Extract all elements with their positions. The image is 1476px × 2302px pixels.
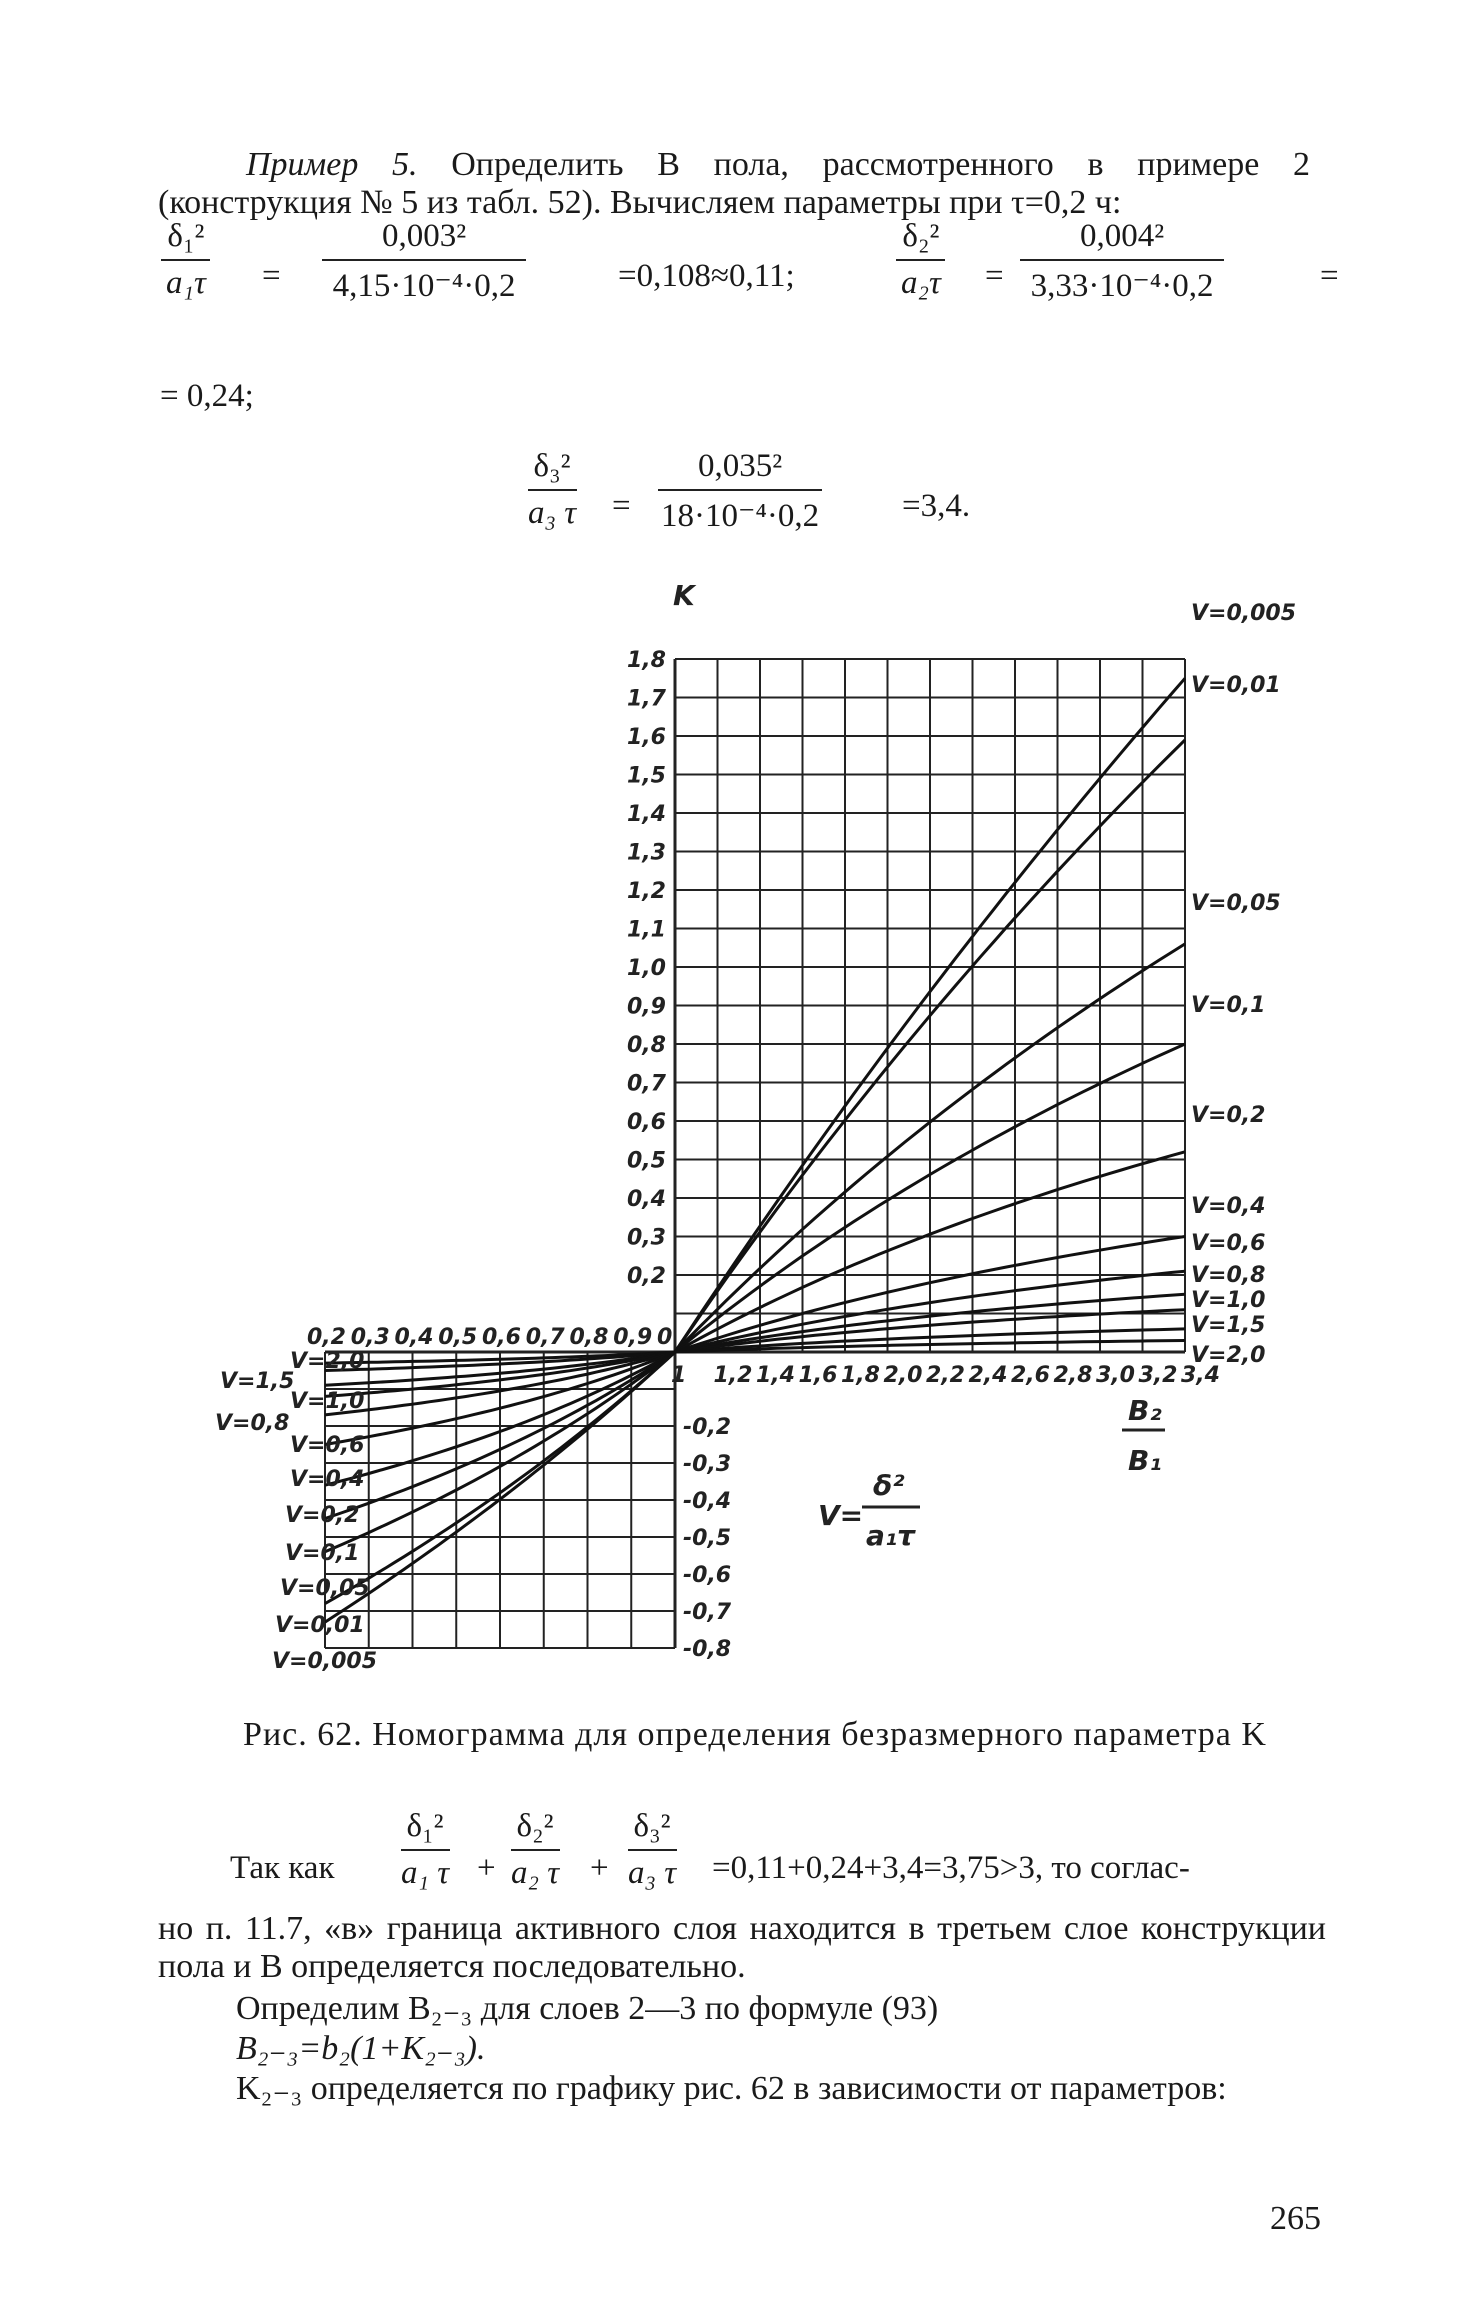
x-tick-label: 3,2 xyxy=(1138,1363,1178,1388)
y-tick-label: 0,5 xyxy=(627,1148,666,1174)
y-axis-label: K xyxy=(673,579,695,612)
formula2-continuation: = 0,24; xyxy=(160,378,254,414)
series-label-upper: V=2,0 xyxy=(1191,1343,1266,1368)
series-label-upper: V=0,8 xyxy=(1191,1263,1266,1288)
y-tick-label: 1,1 xyxy=(627,917,666,943)
x-tick-label: 0,4 xyxy=(394,1325,434,1350)
series-label-upper: V=1,0 xyxy=(1191,1288,1266,1313)
x-tick-label: 2,8 xyxy=(1053,1363,1093,1388)
formula1-lhs: $\frac{\text{δ₁²}}{\text{a₁τ}}$ xyxy=(160,218,212,302)
y-tick-label: -0,5 xyxy=(683,1526,732,1551)
x-tick-label: 2,4 xyxy=(968,1363,1008,1388)
x-tick-label: 0,8 xyxy=(569,1325,609,1350)
x-tick-label: 2,6 xyxy=(1011,1363,1050,1388)
formula2-lhs: $\frac{\text{δ₂²}}{\text{a₂τ}}$ xyxy=(895,218,947,302)
sum-plus-2: + xyxy=(590,1850,609,1886)
x-tick-label: 1,4 xyxy=(756,1363,795,1388)
y-tick-label: -0,6 xyxy=(683,1563,732,1588)
series-label-upper: V=0,01 xyxy=(1191,673,1281,698)
y-tick-label: 0,4 xyxy=(627,1187,666,1212)
series-label-lower: V=0,005 xyxy=(272,1649,378,1674)
example-heading: Пример 5. xyxy=(246,146,418,183)
x-tick-label: 1,2 xyxy=(713,1363,753,1388)
series-label-upper: V=0,2 xyxy=(1191,1103,1266,1128)
formula2-eq: = xyxy=(985,258,1004,294)
y-tick-label: 0,9 xyxy=(627,994,666,1020)
x-tick-label: 3,4 xyxy=(1181,1363,1220,1388)
x-tick-label: 2,2 xyxy=(926,1363,965,1388)
sum-term-2: $\frac{\text{δ₂²}}{\text{a₂ τ}}$ xyxy=(511,1808,560,1891)
y-tick-label: 1,5 xyxy=(627,763,666,789)
series-label-lower: V=0,1 xyxy=(285,1541,360,1566)
x-tick-label: 0 xyxy=(657,1325,673,1350)
formula3-eq: = xyxy=(612,488,631,524)
sum-result: =0,11+0,24+3,4=3,75>3, то соглас- xyxy=(712,1850,1190,1886)
paragraph-4: B₂₋₃=b₂(1+K₂₋₃). xyxy=(236,2030,486,2067)
paragraph-2: но п. 11.7, «в» граница активного слоя находится в третьем слое конструкции пола и B определяется последовательно. xyxy=(158,1910,1326,1985)
series-label-lower: V=0,2 xyxy=(285,1503,360,1528)
series-labels xyxy=(215,601,1296,1674)
y-tick-label: -0,7 xyxy=(683,1600,732,1625)
x-tick-label: 1,6 xyxy=(798,1363,838,1388)
y-tick-label: 0,2 xyxy=(627,1264,666,1289)
x-tick-label: 0,7 xyxy=(525,1325,565,1350)
y-tick-label: 1,4 xyxy=(627,802,666,827)
x-tick-label: 1 xyxy=(671,1363,687,1388)
series-label-upper: V=0,4 xyxy=(1191,1194,1266,1219)
sum-term-3: $\frac{\text{δ₃²}}{\text{a₃ τ}}$ xyxy=(628,1808,677,1891)
series-label-lower: V=2,0 xyxy=(290,1349,365,1374)
formula2-fraction: $\frac{\text{0,004²}}{\text{3,33·10⁻⁴·0,2}}$ xyxy=(1020,218,1224,305)
y-tick-label: 0,3 xyxy=(627,1225,666,1251)
series-label-upper: V=0,1 xyxy=(1191,993,1266,1018)
x-axis-label-den: B₁ xyxy=(1128,1444,1162,1477)
formula1-fraction: $\frac{\text{0,003²}}{\text{4,15·10⁻⁴·0,2}}$ xyxy=(322,218,526,305)
series-label-lower: V=0,4 xyxy=(290,1467,365,1492)
series-label-upper: V=0,005 xyxy=(1191,601,1297,626)
formula3-fraction: $\frac{\text{0,035²}}{\text{18·10⁻⁴·0,2}}$ xyxy=(655,448,825,535)
v-formula-num: δ² xyxy=(873,1469,905,1502)
formula1-result: =0,108≈0,11; xyxy=(618,258,795,294)
x-tick-label: 0,9 xyxy=(613,1325,653,1350)
y-tick-label: 1,7 xyxy=(627,686,666,712)
page-number: 265 xyxy=(1270,2200,1321,2237)
x-tick-label: 0,3 xyxy=(350,1325,390,1350)
y-tick-label: -0,2 xyxy=(683,1415,732,1440)
formula3-result: =3,4. xyxy=(902,488,971,524)
series-label-lower: V=0,01 xyxy=(275,1613,365,1638)
series-label-lower: V=0,8 xyxy=(215,1411,290,1436)
sum-lead: Так как xyxy=(230,1850,335,1886)
y-tick-label: 1,6 xyxy=(627,725,666,750)
series-label-upper: V=0,05 xyxy=(1191,891,1281,916)
x-tick-label: 0,2 xyxy=(307,1325,346,1350)
sum-term-1: $\frac{\text{δ₁²}}{\text{a₁ τ}}$ xyxy=(401,1808,450,1891)
formula3-lhs: $\frac{\text{δ₃²}}{\text{a₃ τ}}$ xyxy=(528,448,577,531)
x-tick-label: 0,6 xyxy=(482,1325,521,1350)
series-label-lower: V=0,6 xyxy=(290,1433,365,1458)
x-tick-label: 3,0 xyxy=(1096,1363,1135,1388)
y-tick-label: 1,0 xyxy=(627,956,666,981)
y-tick-label: 0,7 xyxy=(627,1071,666,1097)
sum-plus-1: + xyxy=(477,1850,496,1886)
v-formula-lhs: V= xyxy=(818,1499,864,1532)
formula2-tail: = xyxy=(1320,258,1339,294)
y-tick-label: 0,8 xyxy=(627,1033,666,1058)
intro-text: Определить В пола, рассмотренного в примере 2 (конструкция № 5 из табл. 52). Вычисляем параметры при τ=0,2 ч: xyxy=(158,146,1311,221)
paragraph-5: K₂₋₃ определяется по графику рис. 62 в зависимости от параметров: xyxy=(236,2070,1227,2107)
y-tick-label: 1,8 xyxy=(627,648,666,673)
formula1-eq: = xyxy=(262,258,281,294)
x-tick-label: 0,5 xyxy=(438,1325,478,1350)
x-axis-label-num: B₂ xyxy=(1128,1394,1162,1427)
x-tick-label: 2,0 xyxy=(883,1363,923,1388)
y-tick-label: 1,3 xyxy=(627,840,666,866)
paragraph-3: Определим B₂₋₃ для слоев 2—3 по формуле (93) xyxy=(236,1990,939,2027)
figure-caption: Рис. 62. Номограмма для определения безразмерного параметра K xyxy=(243,1716,1267,1753)
series-label-upper: V=1,5 xyxy=(1191,1313,1266,1338)
y-tick-label: -0,4 xyxy=(683,1489,732,1514)
y-tick-label: -0,3 xyxy=(683,1452,732,1477)
y-tick-label: 0,6 xyxy=(627,1110,666,1135)
y-tick-label: -0,8 xyxy=(683,1637,732,1662)
series-label-lower: V=1,5 xyxy=(220,1369,295,1394)
x-tick-label: 1,8 xyxy=(841,1363,880,1388)
series-label-upper: V=0,6 xyxy=(1191,1231,1266,1256)
y-tick-label: 1,2 xyxy=(627,879,666,904)
series-label-lower: V=1,0 xyxy=(290,1389,365,1414)
v-formula-den: a₁τ xyxy=(866,1519,916,1552)
series-label-lower: V=0,05 xyxy=(280,1576,370,1601)
